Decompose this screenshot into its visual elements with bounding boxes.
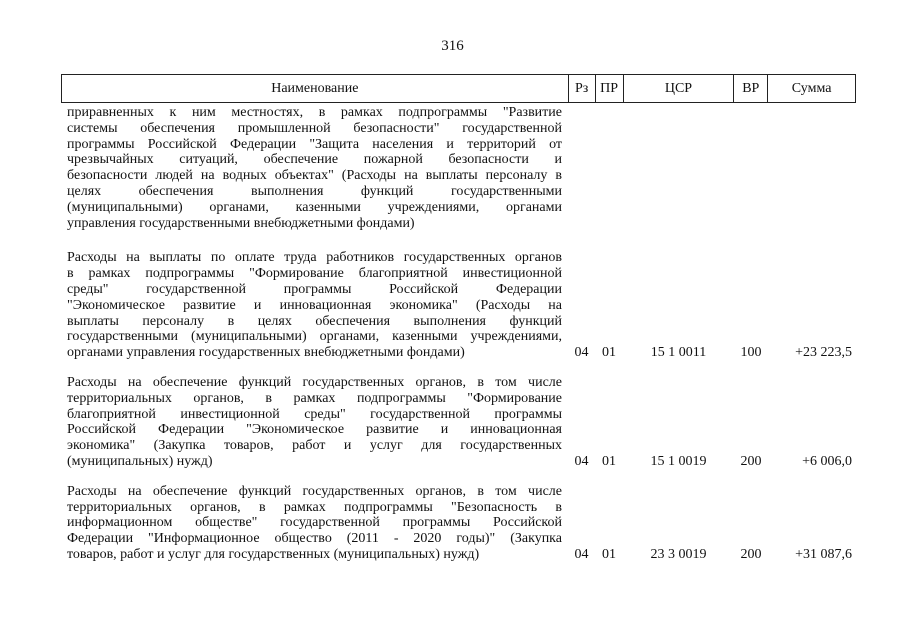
row-line: в рамках подпрограммы "Формирование благоприятной инвестиционной bbox=[67, 266, 562, 282]
row-pr bbox=[595, 105, 623, 231]
row-line: управления государственными внебюджетными фондами) bbox=[67, 215, 415, 231]
row-rz: 04 bbox=[574, 453, 589, 469]
row-line: Расходы на обеспечение функций государственных органов, в том числе bbox=[67, 374, 562, 390]
row-sum bbox=[768, 105, 856, 231]
row-line: системы обеспечения промышленной безопасности" государственной bbox=[67, 120, 562, 136]
row-pr: 01 bbox=[602, 453, 616, 469]
row-line: (муниципальных) нужд) bbox=[67, 453, 213, 469]
row-vr: 200 bbox=[740, 546, 762, 562]
row-name bbox=[61, 105, 568, 231]
row-line: территориальных органов, в рамках подпрограммы "Формирование bbox=[67, 390, 562, 406]
row-line: государственными (муниципальными) органами, казенными учреждениями, bbox=[67, 329, 562, 345]
row-line: территориальных органов, в рамках подпрограммы "Безопасность в bbox=[67, 499, 562, 515]
row-vr bbox=[734, 105, 768, 231]
row-pr: 01 bbox=[602, 345, 616, 361]
row-line: органами управления государственных внебюджетными фондами) bbox=[67, 345, 465, 361]
row-line: программы Российской Федерации "Защита населения и территорий от bbox=[67, 136, 562, 152]
row-line: Расходы на обеспечение функций государственных органов, в том числе bbox=[67, 483, 562, 499]
header-vr: ВР bbox=[733, 75, 767, 102]
row-sum: +23 223,5 bbox=[795, 345, 852, 361]
row-name bbox=[61, 484, 568, 563]
table-row bbox=[61, 375, 856, 470]
row-line: (муниципальными) органами, казенными учреждениями, органами bbox=[67, 199, 562, 215]
header-pr: ПР bbox=[595, 75, 623, 102]
row-sum: +31 087,6 bbox=[795, 546, 852, 562]
row-line: "Экономическое развитие и инновационная экономика" (Расходы на bbox=[67, 297, 562, 313]
row-name bbox=[61, 375, 568, 470]
row-line: целях обеспечения выполнения функций государственными bbox=[67, 183, 562, 199]
row-line: Расходы на выплаты по оплате труда работников государственных органов bbox=[67, 250, 562, 266]
row-line: чрезвычайных ситуаций, обеспечение пожарной безопасности и bbox=[67, 152, 562, 168]
table-header bbox=[61, 74, 856, 103]
row-line: среды" государственной программы Российской Федерации bbox=[67, 281, 562, 297]
row-csr: 23 3 0019 bbox=[650, 546, 707, 562]
table-row bbox=[61, 250, 856, 361]
row-line: Федерации "Информационное общество (2011 - 2020 годы)" (Закупка bbox=[67, 531, 562, 547]
row-pr: 01 bbox=[602, 546, 616, 562]
row-line: благоприятной инвестиционной среды" государственной программы bbox=[67, 406, 562, 422]
table-row bbox=[61, 484, 856, 563]
row-line: выплаты персоналу в целях обеспечения выполнения функций bbox=[67, 313, 562, 329]
row-vr: 200 bbox=[740, 453, 762, 469]
row-vr: 100 bbox=[740, 345, 762, 361]
row-csr bbox=[623, 105, 734, 231]
row-line: экономика" (Закупка товаров, работ и услуг для государственных bbox=[67, 438, 562, 454]
row-csr: 15 1 0019 bbox=[650, 453, 707, 469]
budget-table bbox=[61, 74, 856, 563]
row-line: приравненных к ним местностях, в рамках подпрограммы "Развитие bbox=[67, 105, 562, 120]
row-rz: 04 bbox=[574, 546, 589, 562]
row-line: информационном обществе" государственной программы Российской bbox=[67, 515, 562, 531]
row-name bbox=[61, 250, 568, 361]
row-csr: 15 1 0011 bbox=[650, 345, 707, 361]
row-line: товаров, работ и услуг для государственных (муниципальных) нужд) bbox=[67, 546, 480, 562]
row-rz bbox=[568, 105, 595, 231]
header-sum: Сумма bbox=[767, 75, 855, 102]
row-rz: 04 bbox=[574, 345, 589, 361]
row-line: Российской Федерации "Экономическое развитие и инновационная bbox=[67, 422, 562, 438]
table-row bbox=[61, 105, 856, 231]
header-rz: Рз bbox=[568, 75, 595, 102]
header-name: Наименование bbox=[271, 80, 359, 96]
row-sum: +6 006,0 bbox=[802, 453, 852, 469]
row-line: безопасности людей на водных объектах" (Расходы на выплаты персоналу в bbox=[67, 168, 562, 184]
page-number: 316 bbox=[441, 38, 464, 54]
header-csr: ЦСР bbox=[623, 75, 734, 102]
